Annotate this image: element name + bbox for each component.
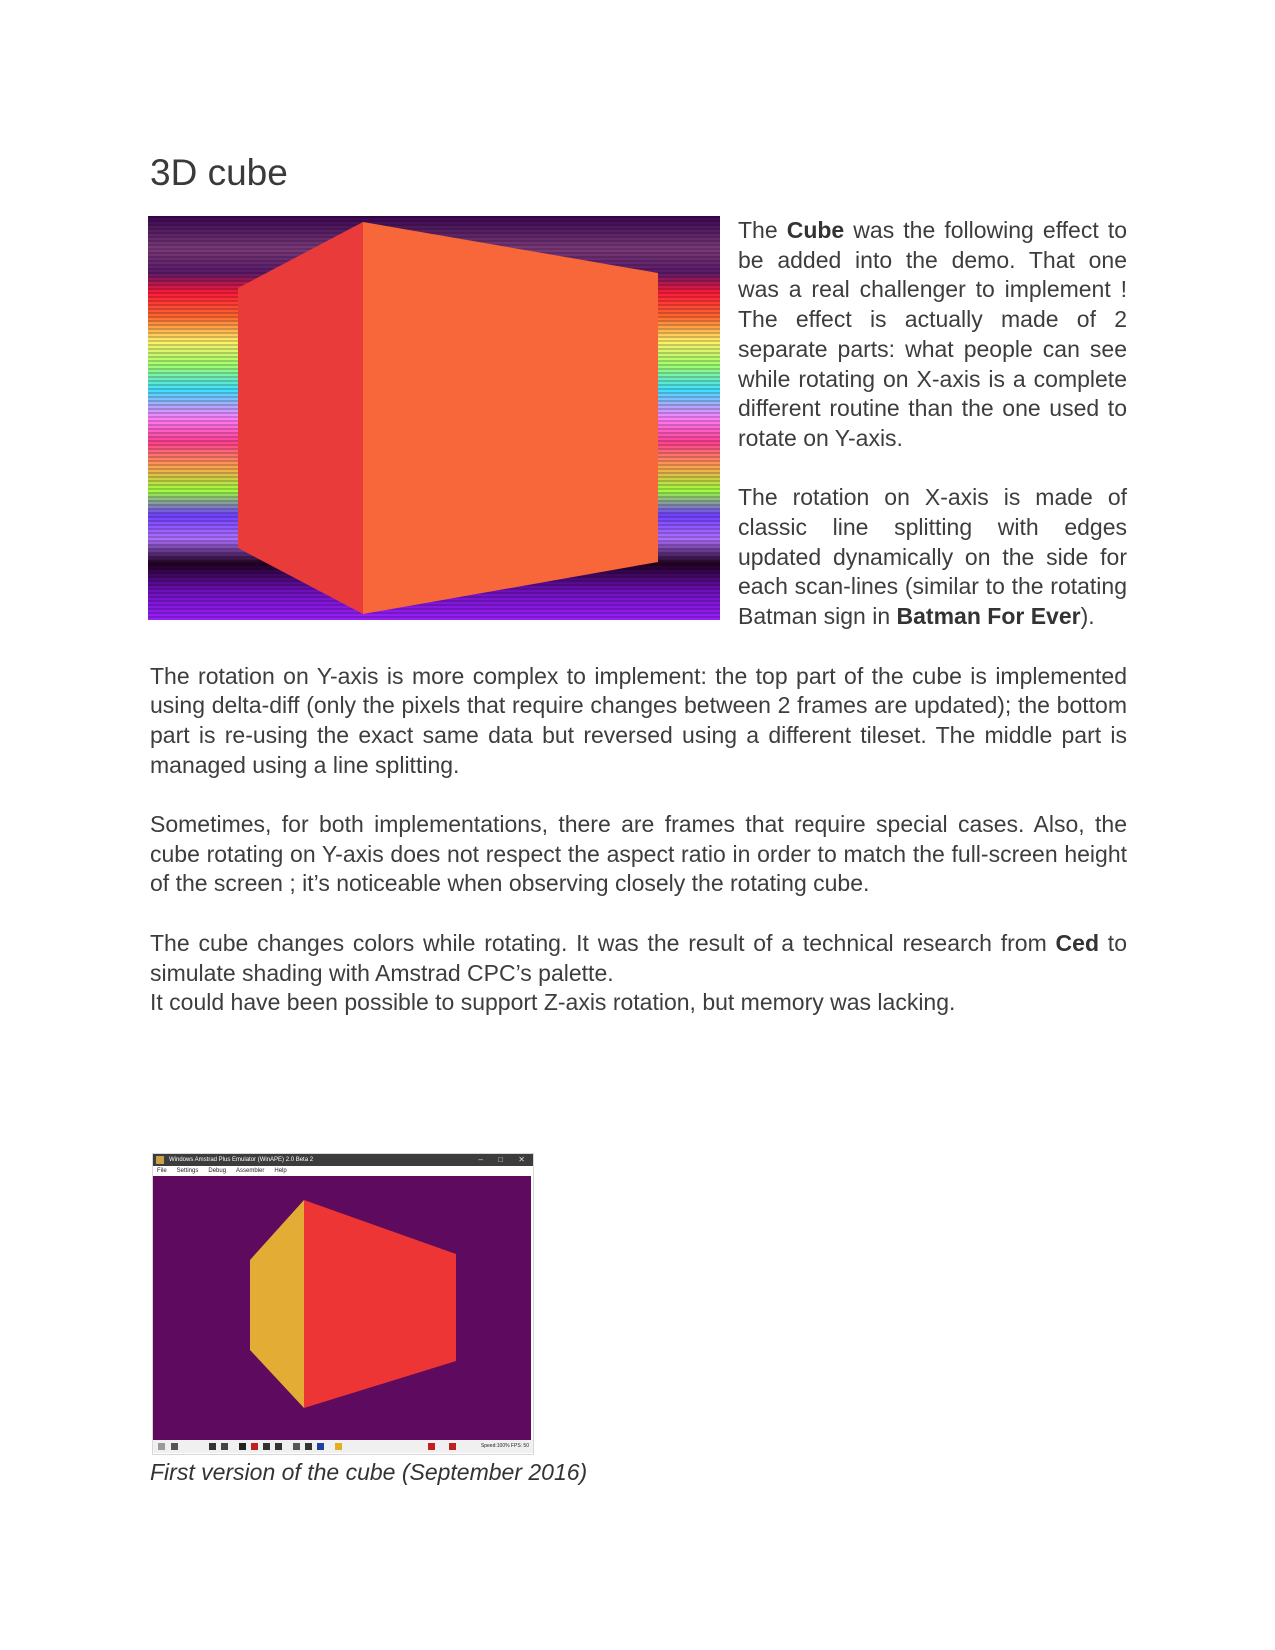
menu-settings: Settings [176, 1168, 199, 1174]
toolbar-icon [305, 1443, 312, 1450]
page-title: 3D cube [150, 152, 288, 193]
menu-help: Help [274, 1168, 287, 1174]
emulator-screen [153, 1176, 531, 1440]
close-icon: ✕ [518, 1155, 525, 1164]
cube-render [148, 216, 720, 620]
toolbar-icon [263, 1443, 270, 1450]
article-body [150, 216, 1127, 1018]
cube-left-face [238, 222, 363, 614]
emulator-menubar [153, 1166, 533, 1176]
paragraph-2: The rotation on X-axis is made of classic line splitting with edges updated dynamically on the side for each scan-lines (similar to the rotating Batman sign in Batman For Ever). [738, 484, 1127, 630]
paragraph-1: The Cube was the following effect to be added into the demo. That one was a real challenger to implement ! The effect is actually made of 2 separate parts: what people can see while rotating on X-axis is a complete different routine than the one used to rotate on Y-axis. [738, 217, 1127, 451]
toolbar-icon [239, 1443, 246, 1450]
menu-debug: Debug [208, 1168, 227, 1174]
cube-front-face [363, 222, 658, 614]
emulator-screenshot [152, 1153, 534, 1455]
paragraph-3: The rotation on Y-axis is more complex to implement: the top part of the cube is implemented using delta-diff (only the pixels that require changes between 2 frames are updated); the bottom part is re-using the exact same data but reversed using a different tileset. The middle part is managed using a line splitting. [150, 662, 1127, 778]
toolbar-icon [275, 1443, 282, 1450]
emulator-speed-status: Speed:100% FPS: 50 [480, 1443, 529, 1449]
menu-assembler: Assembler [236, 1168, 265, 1174]
figure-caption: First version of the cube (September 2016) [150, 1459, 588, 1485]
disk-drive-b-icon [449, 1443, 456, 1450]
toolbar-icon [317, 1443, 324, 1450]
toolbar-icon [209, 1443, 216, 1450]
paragraph-4: Sometimes, for both implementations, there are frames that require special cases. Also, the cube rotating on Y-axis does not respect the aspect ratio in order to match the full-screen height of the screen ; it’s noticeable when observing closely the rotating cube. [150, 811, 1127, 897]
paragraph-5: The cube changes colors while rotating. It was the result of a technical research from Ced to simulate shading with Amstrad CPC’s palette. [150, 929, 1127, 986]
minimize-icon: – [478, 1155, 483, 1164]
cube-screenshot [148, 216, 720, 620]
toolbar-icon [221, 1443, 228, 1450]
disk-drive-a-icon [428, 1443, 435, 1450]
toolbar-icon [293, 1443, 300, 1450]
emulator-window-title: Windows Amstrad Plus Emulator (WinAPE) 2.0 Beta 2 [169, 1157, 314, 1163]
menu-file: File [157, 1168, 167, 1174]
paragraph-6: It could have been possible to support Z-axis rotation, but memory was lacking. [150, 989, 956, 1016]
toolbar-icon [251, 1443, 258, 1450]
help-icon [335, 1443, 342, 1450]
emulator-titlebar [153, 1154, 533, 1166]
pause-icon [171, 1443, 178, 1450]
app-icon [156, 1156, 164, 1164]
maximize-icon: □ [498, 1155, 503, 1164]
emulator-statusbar [153, 1440, 533, 1453]
play-icon [158, 1443, 165, 1450]
